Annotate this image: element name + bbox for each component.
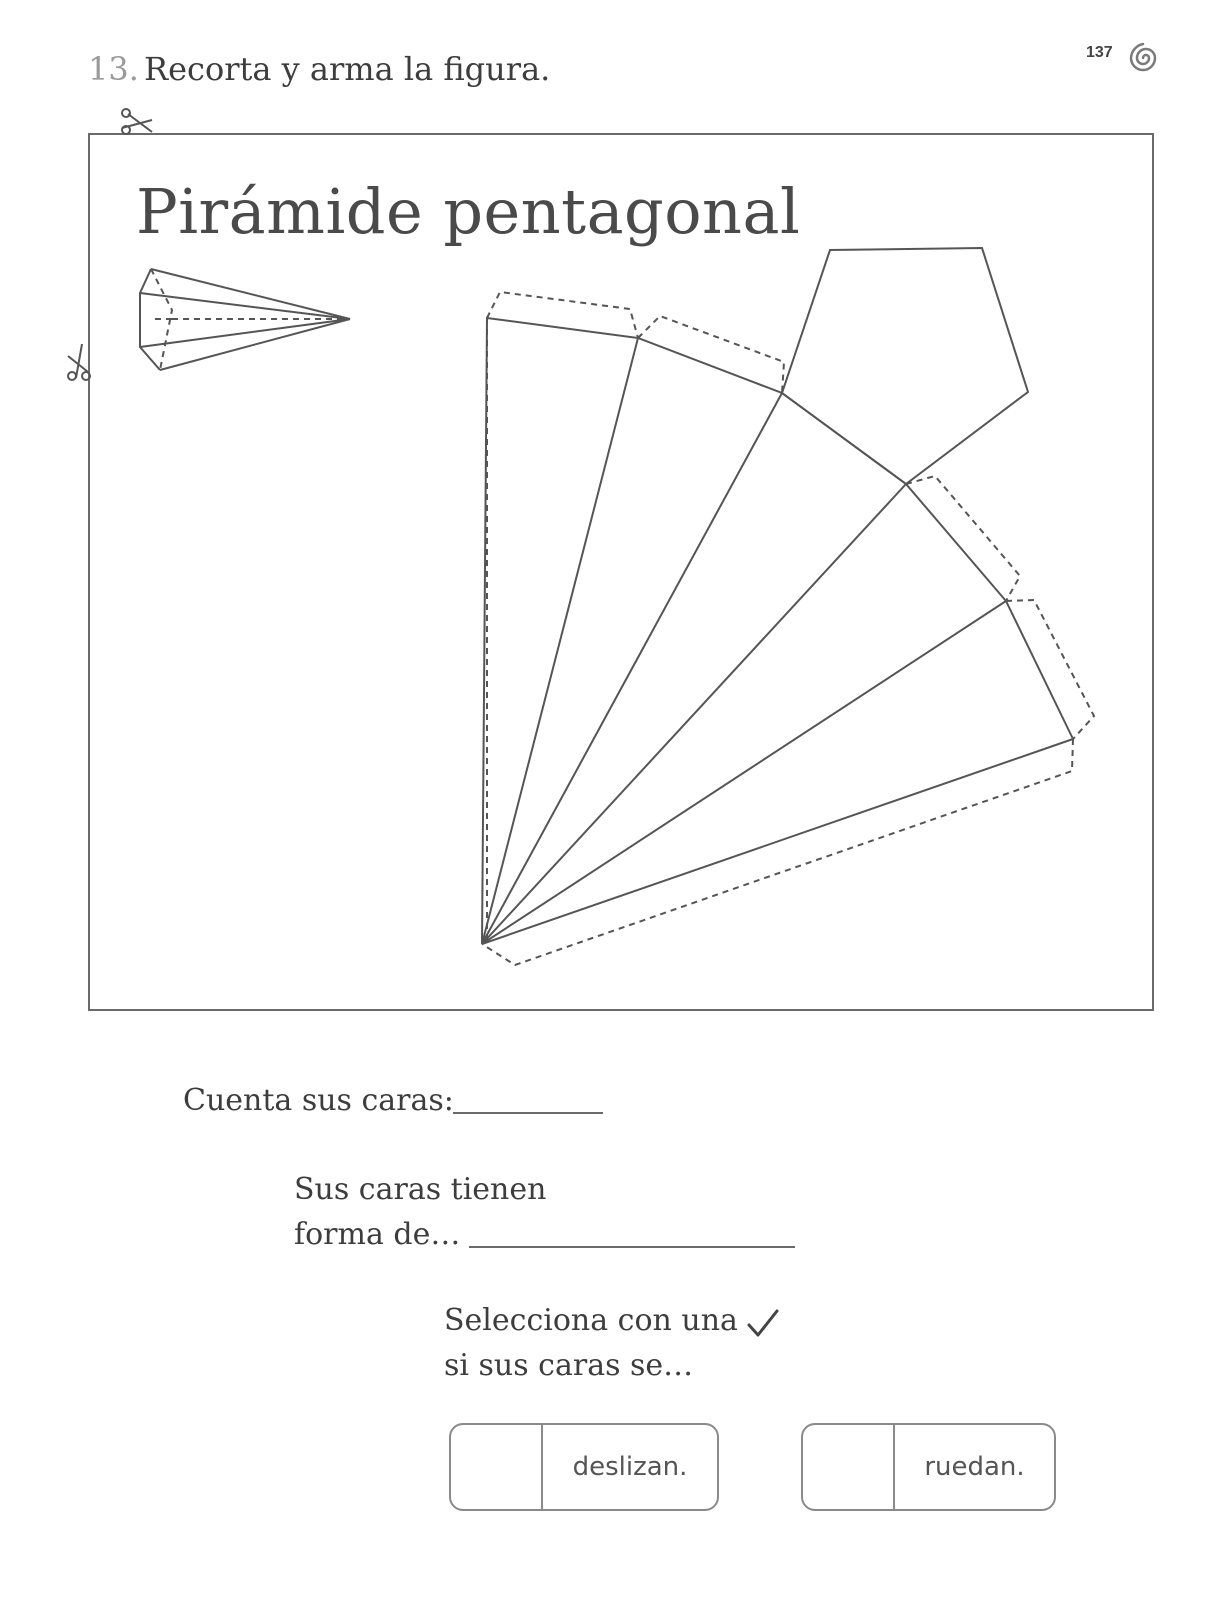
checkmark-icon	[746, 1308, 780, 1340]
faces-shape-answer-line[interactable]	[469, 1246, 795, 1248]
option-roll-checkbox[interactable]	[803, 1425, 895, 1509]
page-number: 137	[1086, 44, 1113, 61]
option-slide[interactable]	[449, 1423, 719, 1511]
net-glue-tabs	[482, 292, 1094, 965]
option-slide-label: deslizan.	[572, 1452, 688, 1482]
select-prompt-line2: si sus caras se…	[444, 1348, 694, 1383]
select-prompt-line1: Selecciona con una	[444, 1303, 738, 1338]
option-roll[interactable]	[801, 1423, 1056, 1511]
faces-shape-prompt-line2: forma de…	[294, 1217, 461, 1252]
figure-title: Pirámide pentagonal	[136, 175, 801, 248]
option-roll-label: ruedan.	[924, 1452, 1025, 1482]
faces-count-answer-line[interactable]	[453, 1112, 603, 1114]
net-faces	[482, 248, 1073, 944]
question-text: Recorta y arma la figura.	[144, 50, 551, 88]
question-number: 13.	[88, 50, 139, 88]
faces-shape-prompt-line1: Sus caras tienen	[294, 1172, 547, 1207]
pyramid-3d-sketch	[140, 269, 350, 370]
faces-count-prompt: Cuenta sus caras:	[183, 1083, 454, 1118]
pentagon-base	[782, 248, 1028, 484]
option-slide-checkbox[interactable]	[451, 1425, 543, 1509]
